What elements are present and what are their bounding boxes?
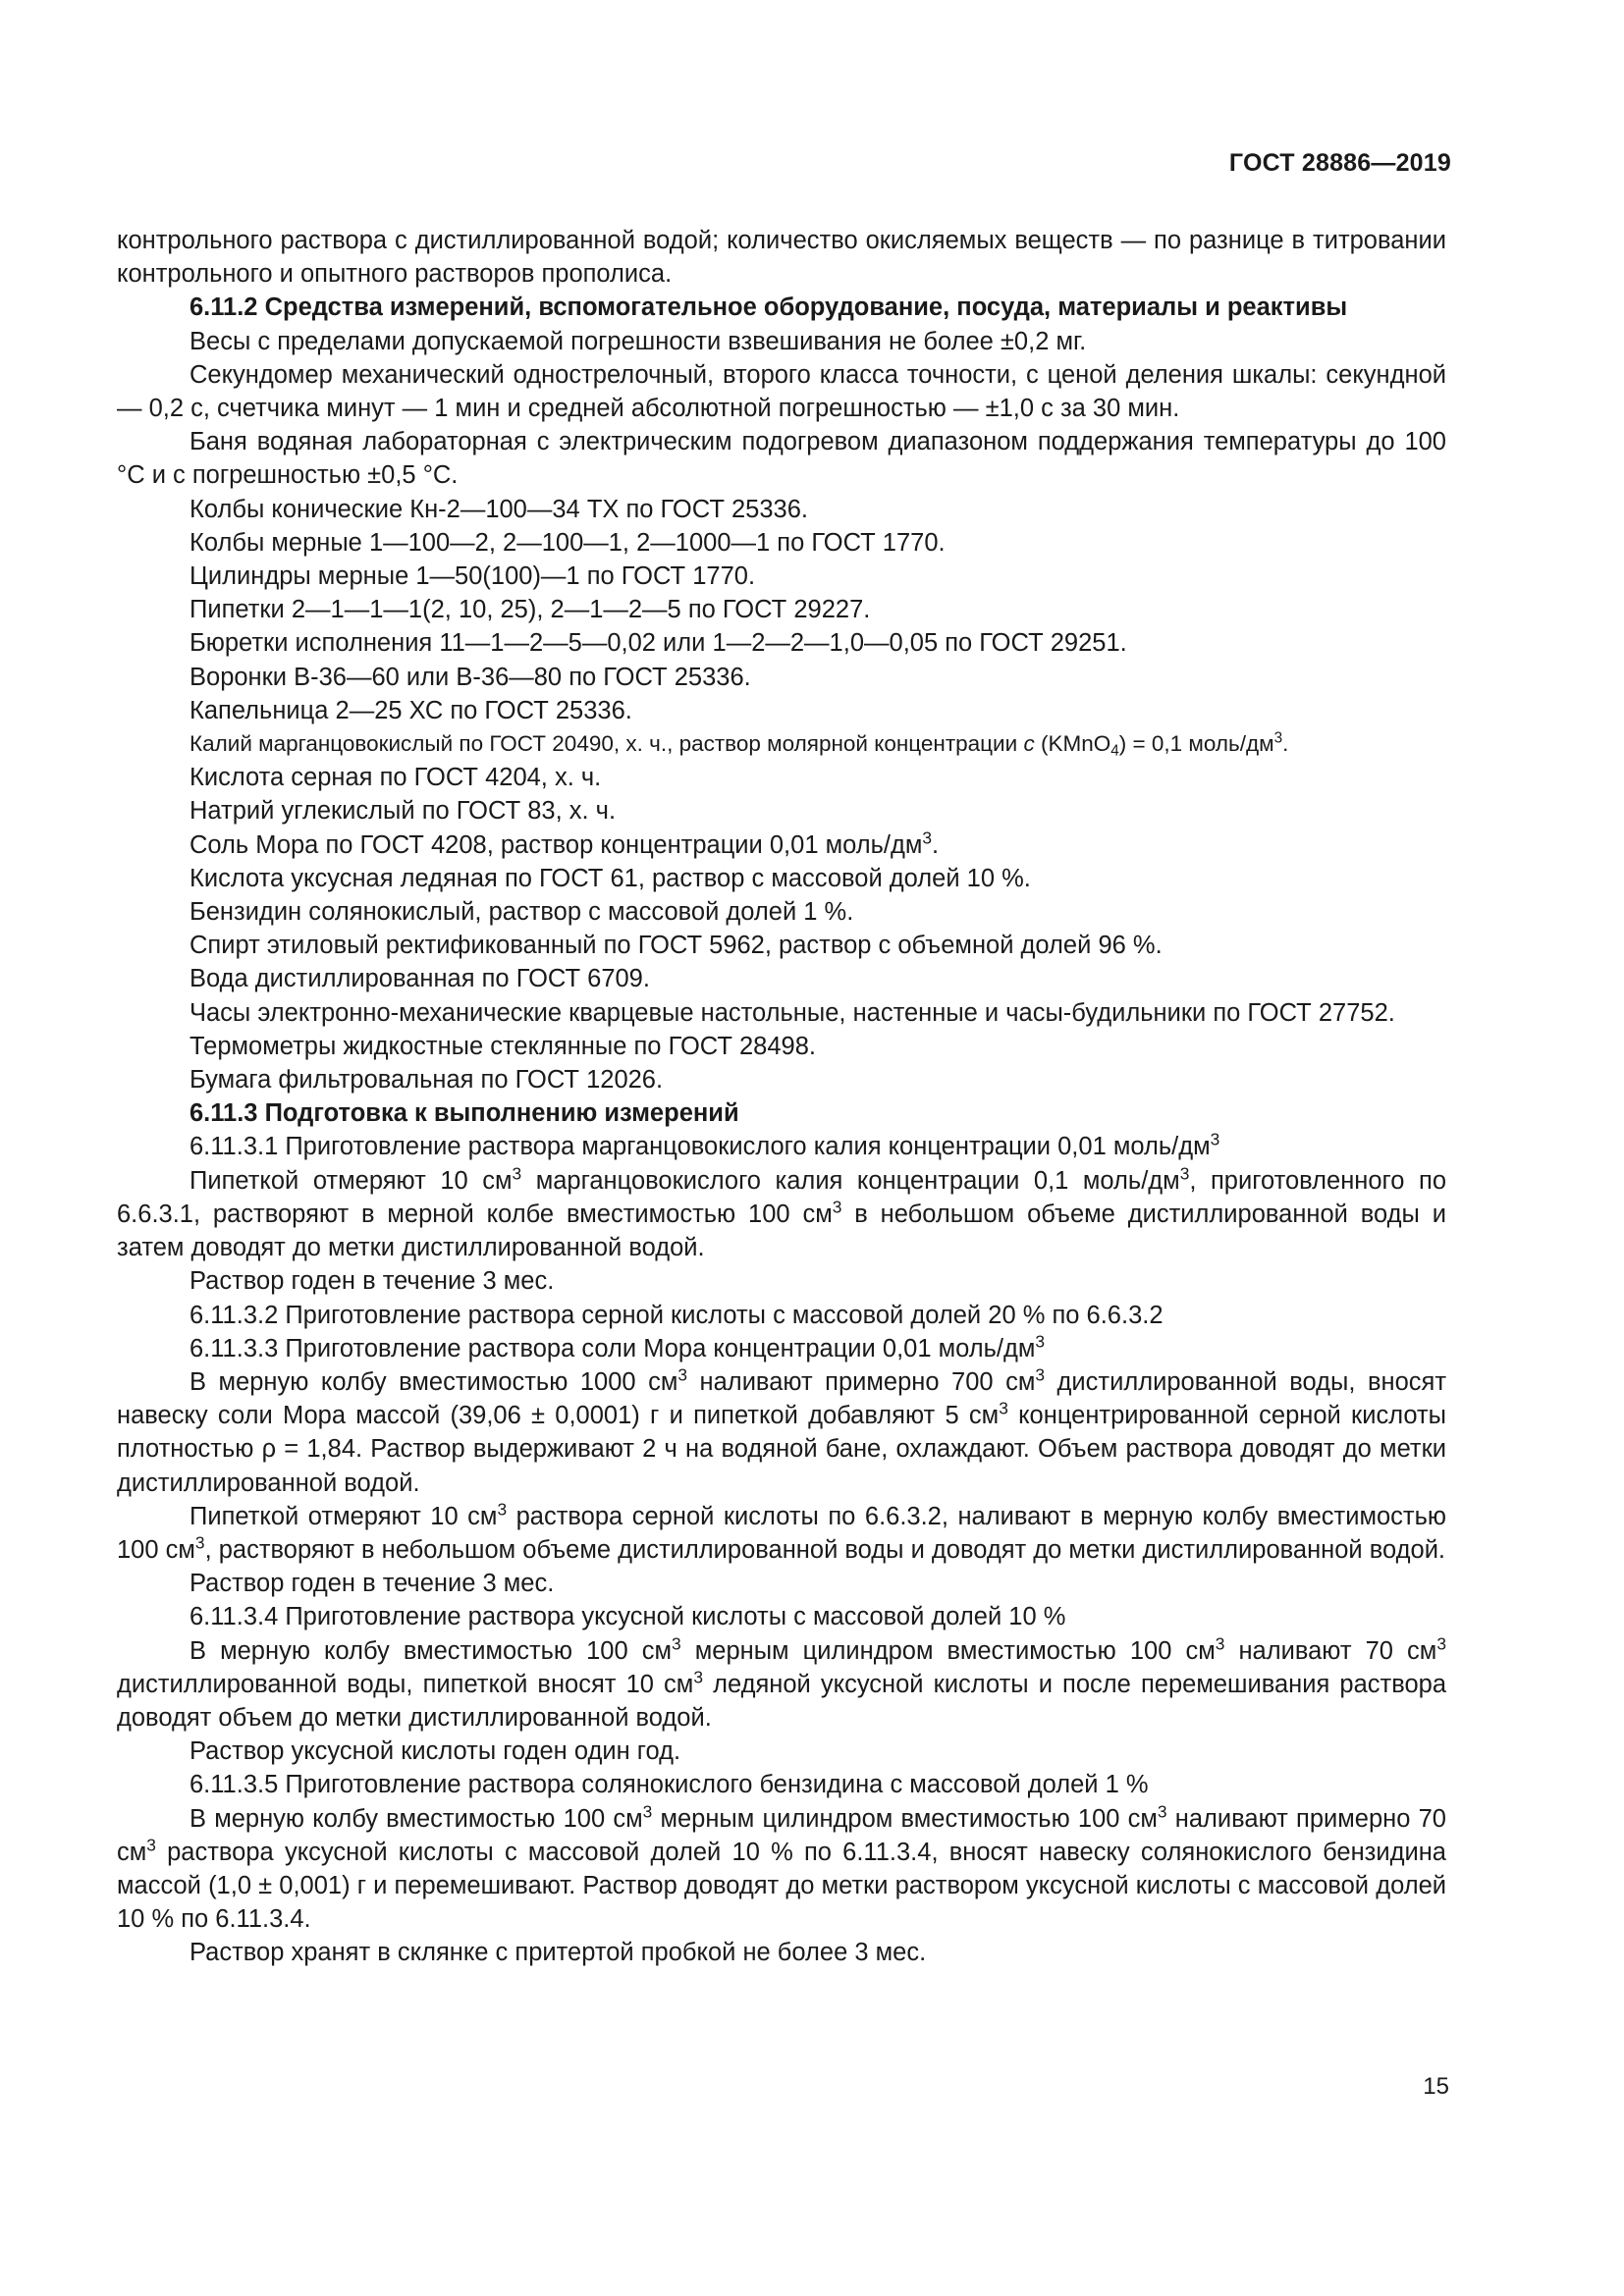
- subscript: 4: [1110, 742, 1119, 760]
- text-run: Соль Мора по ГОСТ 4208, раствор концентрации 0,01 моль/дм: [189, 830, 923, 859]
- superscript: 3: [693, 1667, 703, 1687]
- text-run: наливают 70 см: [1224, 1636, 1437, 1665]
- paragraph: Баня водяная лабораторная с электрическим подогревом диапазоном поддержания температуры до 100 °С и с погрешностью ±0,5 °С.: [117, 428, 1446, 490]
- text-run: 6.11.3.1 Приготовление раствора марганцовокислого калия концентрации 0,01 моль/дм: [189, 1133, 1211, 1161]
- list-item: Колбы конические Кн-2—100—34 ТХ по ГОСТ 25336.: [189, 495, 808, 523]
- section-heading-6-11-3: 6.11.3 Подготовка к выполнению измерений: [189, 1099, 739, 1128]
- paragraph: Раствор годен в течение 3 мес.: [189, 1267, 555, 1296]
- text-run: ) = 0,1 моль/дм: [1118, 731, 1274, 757]
- document-code-header: ГОСТ 28886—2019: [1228, 149, 1451, 177]
- page-number: 15: [1423, 2073, 1449, 2100]
- paragraph: [117, 1500, 1446, 1567]
- superscript: 3: [1210, 1129, 1220, 1149]
- list-item: Колбы мерные 1—100—2, 2—100—1, 2—1000—1 по ГОСТ 1770.: [189, 528, 946, 557]
- superscript: 3: [1035, 1364, 1046, 1385]
- text-run: дистиллированной воды, пипеткой вносят 10 см: [117, 1670, 694, 1698]
- document-body: [117, 224, 1446, 1970]
- list-item: Часы электронно-механические кварцевые настольные, настенные и часы-будильники по ГОСТ 27752.: [189, 998, 1395, 1027]
- superscript: 3: [194, 1532, 205, 1553]
- italic-symbol: c: [1023, 731, 1035, 757]
- subsection-title: [117, 1332, 1446, 1365]
- list-item: Воронки В-36—60 или В-36—80 по ГОСТ 25336.: [189, 663, 751, 691]
- subsection-title: [117, 1130, 1446, 1163]
- text-run: Калий марганцовокислый по ГОСТ 20490, х. ч., раствор молярной концентрации: [189, 731, 1024, 757]
- text-run: , растворяют в небольшом объеме дистиллированной воды и доводят до метки дистиллированной водой.: [204, 1535, 1446, 1564]
- superscript: 3: [1436, 1633, 1446, 1653]
- superscript: 3: [497, 1499, 508, 1520]
- list-item: Кислота уксусная ледяная по ГОСТ 61, раствор с массовой долей 10 %.: [189, 864, 1031, 892]
- list-item-kmno4: [117, 727, 1446, 761]
- list-item: Бензидин солянокислый, раствор с массовой долей 1 %.: [189, 898, 854, 927]
- superscript: 3: [672, 1633, 681, 1653]
- section-heading-6-11-2: 6.11.2 Средства измерений, вспомогательное оборудование, посуда, материалы и реактивы: [189, 294, 1348, 322]
- list-item: Пипетки 2—1—1—1(2, 10, 25), 2—1—2—5 по ГОСТ 29227.: [189, 596, 871, 624]
- text-run: (KMnO: [1034, 731, 1111, 757]
- paragraph: Раствор годен в течение 3 мес.: [189, 1570, 555, 1598]
- superscript: 3: [1035, 1331, 1046, 1352]
- text-run: марганцовокислого калия концентрации 0,1 моль/дм: [521, 1166, 1180, 1195]
- text-run: концентрированной серной кислоты плотностью ρ = 1,84. Раствор выдерживают 2 ч на водяной бане, охлаждают. Объем раствора доводят до метки дистиллированной водой.: [117, 1402, 1446, 1497]
- text-run: В мерную колбу вместимостью 100 см: [189, 1804, 643, 1833]
- text-run: наливают примерно 700 см: [687, 1367, 1036, 1396]
- superscript: 3: [922, 828, 933, 848]
- text-run: Пипеткой отмеряют 10 см: [189, 1166, 513, 1195]
- subsection-title: 6.11.3.5 Приготовление раствора солянокислого бензидина с массовой долей 1 %: [189, 1771, 1149, 1799]
- text-run: дистиллированной воды, вносят навеску соли Мора массой (39,06 ± 0,0001) г и пипеткой добавляют 5 см: [117, 1367, 1446, 1430]
- superscript: 3: [1157, 1801, 1167, 1822]
- text-run: .: [1282, 731, 1289, 757]
- paragraph: [117, 1802, 1446, 1937]
- superscript: 3: [1179, 1163, 1190, 1184]
- list-item: Цилиндры мерные 1—50(100)—1 по ГОСТ 1770.: [189, 562, 756, 591]
- paragraph: Раствор уксусной кислоты годен один год.: [189, 1737, 681, 1766]
- text-run: наливают примерно 70 см: [117, 1804, 1446, 1866]
- list-item: Термометры жидкостные стеклянные по ГОСТ 28498.: [189, 1032, 816, 1060]
- paragraph: Весы с пределами допускаемой погрешности взвешивания не более ±0,2 мг.: [189, 327, 1087, 355]
- text-run: в небольшом объеме дистиллированной воды и затем доводят до метки дистиллированной водой.: [117, 1200, 1446, 1262]
- paragraph: Раствор хранят в склянке с притертой пробкой не более 3 мес.: [189, 1939, 927, 1967]
- text-run: мерным цилиндром вместимостью 100 см: [680, 1636, 1216, 1665]
- text-run: ледяной уксусной кислоты и после перемешивания раствора доводят объем до метки дистиллированной водой.: [117, 1670, 1447, 1732]
- list-item: [117, 828, 1446, 862]
- superscript: 3: [642, 1801, 653, 1822]
- paragraph: [117, 1634, 1446, 1735]
- superscript: 3: [999, 1398, 1008, 1418]
- list-item: Вода дистиллированная по ГОСТ 6709.: [189, 965, 650, 993]
- text-run: , приготовленного по 6.6.3.1, растворяют в мерной колбе вместимостью 100 см: [117, 1166, 1446, 1228]
- text-run: раствора уксусной кислоты с массовой долей 10 % по 6.11.3.4, вносят навеску солянокислого бензидина массой (1,0 ± 0,001) г и перемешивают. Раствор доводят до метки раствором уксусной кислоты с массовой долей 10 % по 6.11.3.4.: [117, 1838, 1446, 1934]
- paragraph: [117, 1164, 1446, 1265]
- list-item: Кислота серная по ГОСТ 4204, х. ч.: [189, 764, 602, 792]
- text-run: мерным цилиндром вместимостью 100 см: [652, 1804, 1158, 1833]
- list-item: Спирт этиловый ректификованный по ГОСТ 5962, раствор с объемной долей 96 %.: [189, 932, 1163, 960]
- list-item: Капельница 2—25 ХС по ГОСТ 25336.: [189, 696, 632, 724]
- text-run: В мерную колбу вместимостью 100 см: [189, 1636, 673, 1665]
- paragraph: Секундомер механический однострелочный, второго класса точности, с ценой деления шкалы: секундной — 0,2 с, счетчика минут — 1 мин и средней абсолютной погрешностью — ±1,0 с за 30 мин.: [117, 360, 1446, 423]
- superscript: 3: [146, 1835, 156, 1855]
- list-item: Бюретки исполнения 11—1—2—5—0,02 или 1—2—2—1,0—0,05 по ГОСТ 29251.: [189, 629, 1127, 658]
- text-run: .: [932, 830, 940, 859]
- superscript: 3: [1273, 729, 1283, 747]
- superscript: 3: [832, 1197, 842, 1217]
- text-run: В мерную колбу вместимостью 1000 см: [189, 1367, 678, 1396]
- superscript: 3: [677, 1364, 688, 1385]
- subsection-title: 6.11.3.4 Приготовление раствора уксусной кислоты с массовой долей 10 %: [189, 1603, 1066, 1631]
- paragraph: контрольного раствора с дистиллированной водой; количество окисляемых веществ — по разнице в титровании контрольного и опытного растворов прополиса.: [117, 227, 1446, 289]
- text-run: раствора серной кислоты по 6.6.3.2, наливают в мерную колбу вместимостью 100 см: [117, 1502, 1446, 1564]
- superscript: 3: [1215, 1633, 1225, 1653]
- list-item: Бумага фильтровальная по ГОСТ 12026.: [189, 1066, 664, 1095]
- paragraph: [117, 1365, 1446, 1500]
- superscript: 3: [512, 1163, 522, 1184]
- text-run: 6.11.3.3 Приготовление раствора соли Мора концентрации 0,01 моль/дм: [189, 1334, 1036, 1362]
- list-item: Натрий углекислый по ГОСТ 83, х. ч.: [189, 797, 617, 826]
- subsection-title: 6.11.3.2 Приготовление раствора серной кислоты с массовой долей 20 % по 6.6.3.2: [189, 1301, 1164, 1329]
- text-run: Пипеткой отмеряют 10 см: [189, 1502, 498, 1530]
